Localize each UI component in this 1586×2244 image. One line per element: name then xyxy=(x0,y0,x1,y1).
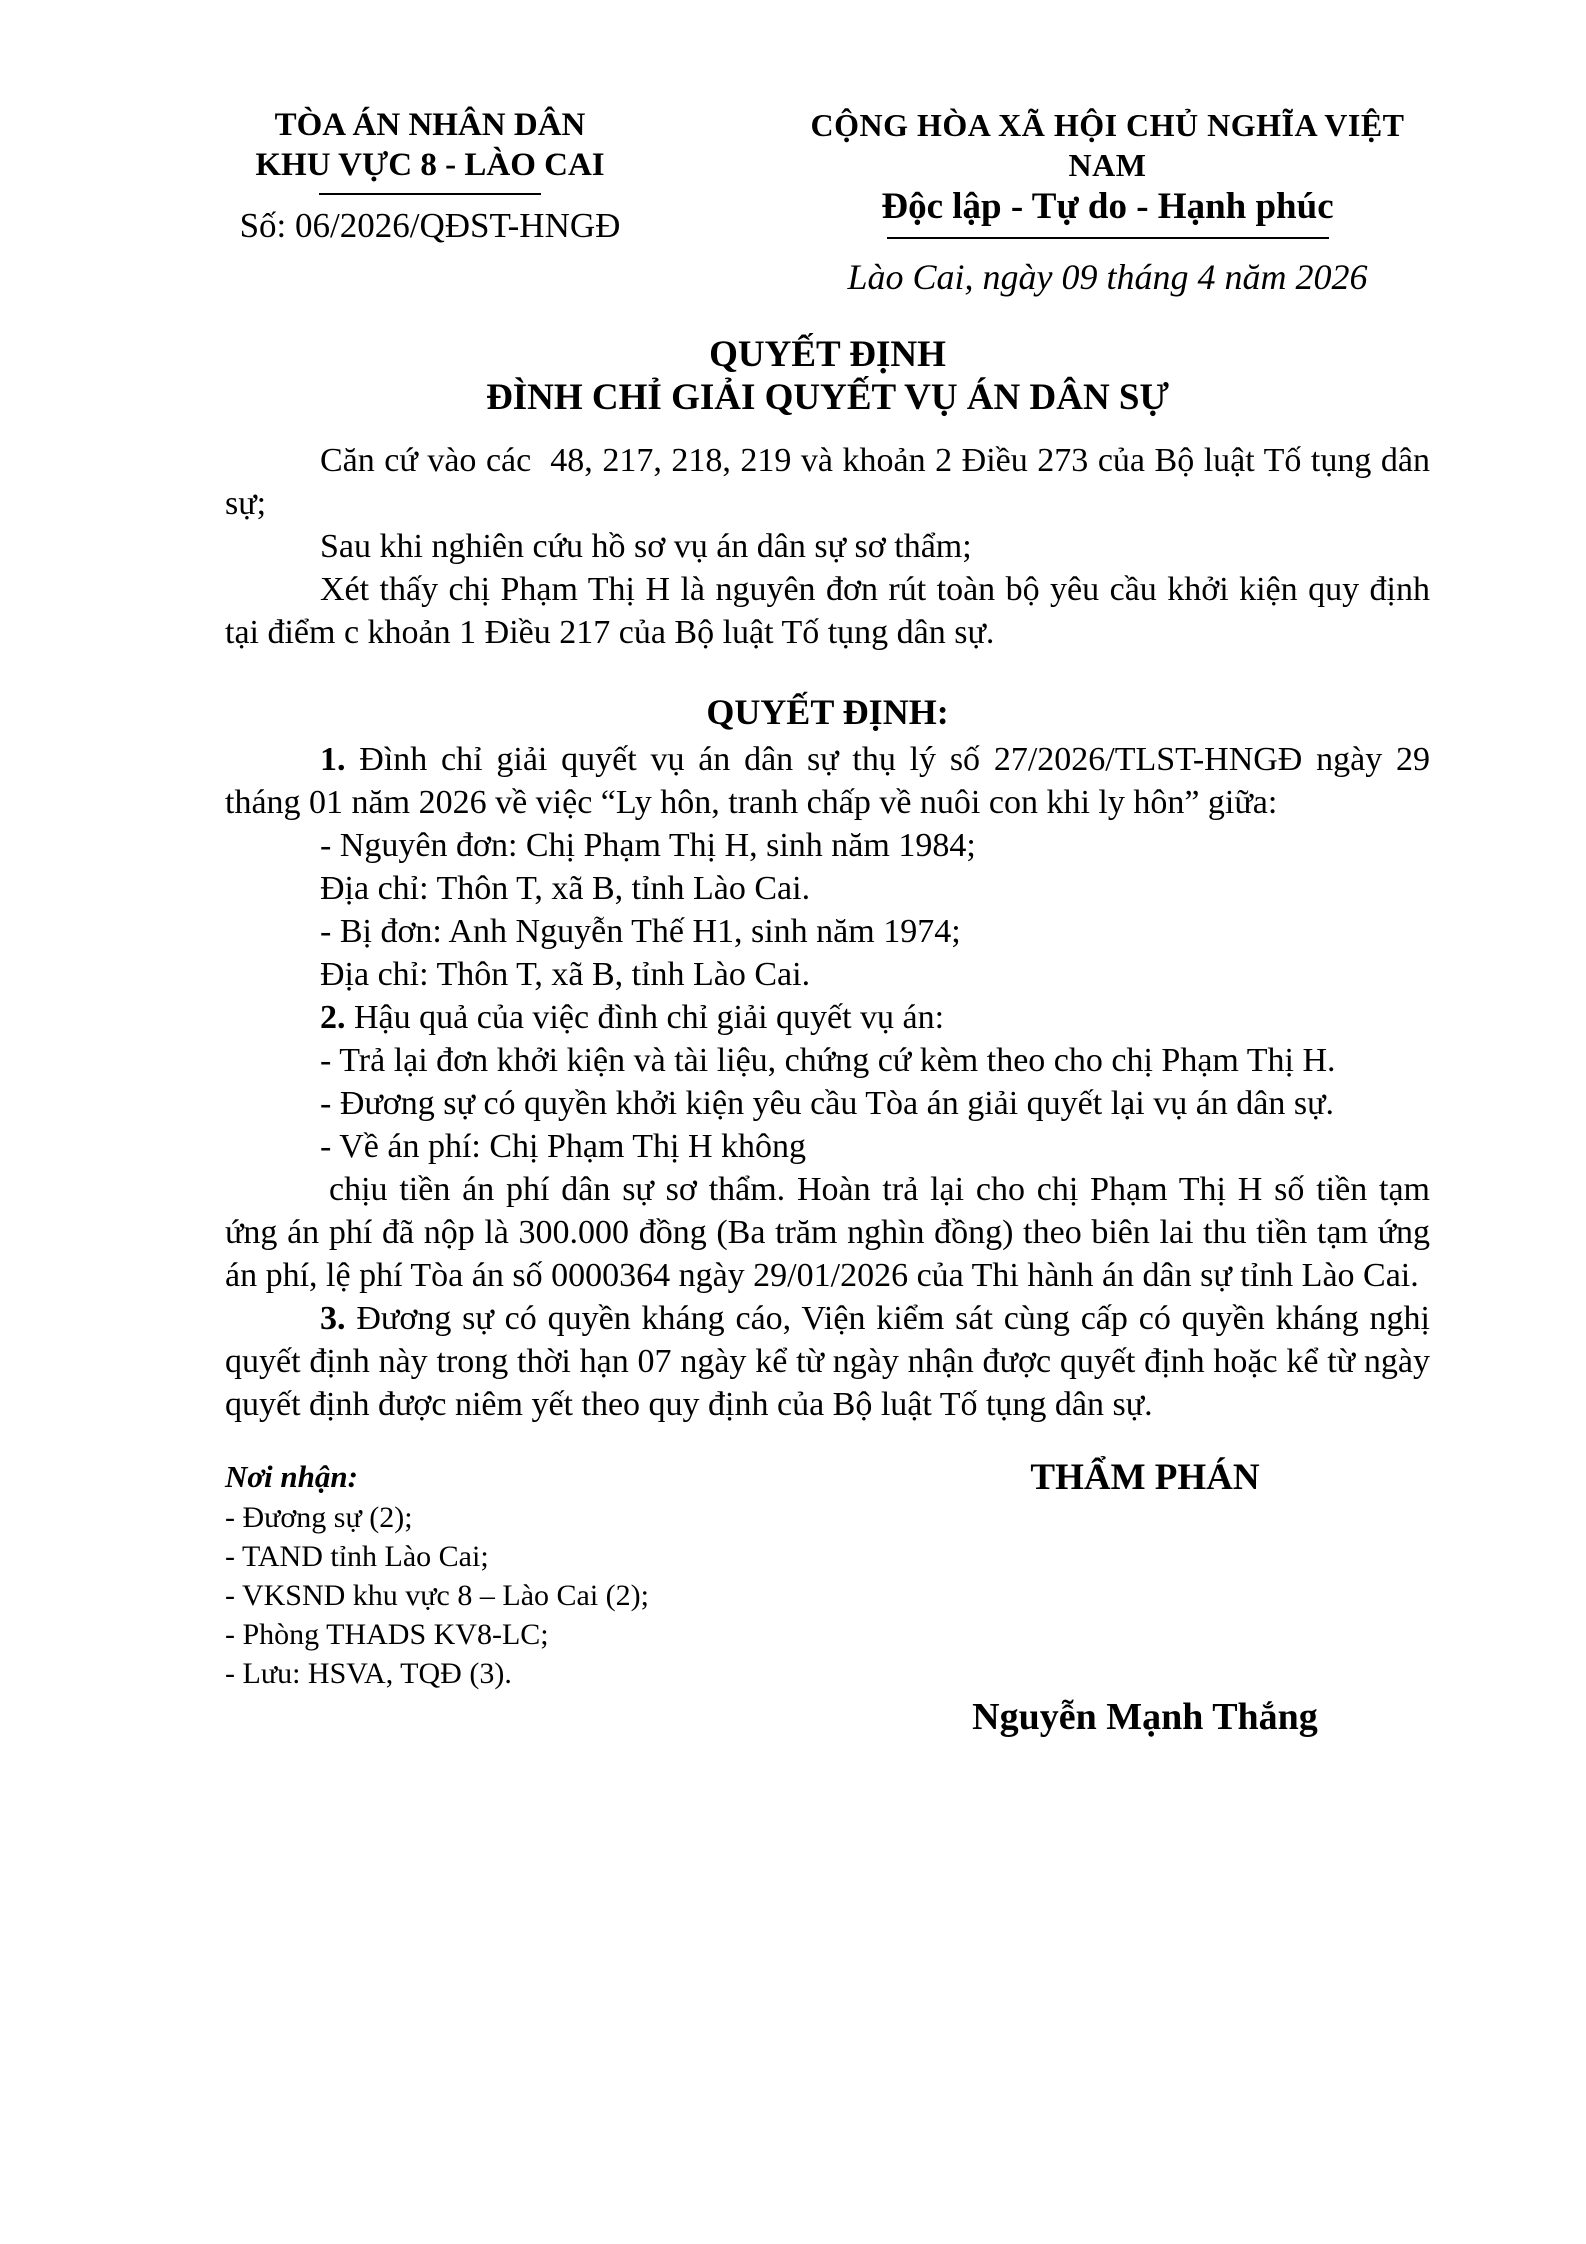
national-motto: Độc lập - Tự do - Hạnh phúc xyxy=(881,186,1334,227)
article-3-paragraph xyxy=(225,1297,1430,1426)
defendant-line: - Bị đơn: Anh Nguyễn Thế H1, sinh năm 1974; xyxy=(320,913,961,950)
court-header-divider xyxy=(319,193,541,195)
defendant-address-line: Địa chỉ: Thôn T, xã B, tỉnh Lào Cai. xyxy=(320,956,811,993)
recipients-label: Nơi nhận: xyxy=(225,1459,358,1494)
place-date-line: Lào Cai, ngày 09 tháng 4 năm 2026 xyxy=(847,257,1368,297)
consequence-line: - Trả lại đơn khởi kiện và tài liệu, chứng cứ kèm theo cho chị Phạm Thị H. xyxy=(320,1042,1336,1079)
article-1-text: Đình chỉ giải quyết vụ án dân sự thụ lý số 27/2026/TLST-HNGĐ ngày 29 tháng 01 năm 2026 về việc “Ly hôn, tranh chấp về nuôi con khi ly hôn” giữa: xyxy=(225,741,1431,821)
consequence-line: - Về án phí: Chị Phạm Thị H không xyxy=(320,1128,807,1165)
signature-name: Nguyễn Mạnh Thắng xyxy=(972,1696,1318,1738)
document-title: QUYẾT ĐỊNH xyxy=(709,334,946,375)
recipient-line: - Đương sự (2); xyxy=(225,1501,413,1534)
article-1-paragraph xyxy=(225,738,1430,824)
national-header-block xyxy=(770,105,1445,299)
recipient-line: - VKSND khu vực 8 – Lào Cai (2); xyxy=(225,1579,649,1612)
issuing-court-block xyxy=(170,105,690,299)
document-footer xyxy=(0,1426,1586,1740)
preamble-paragraph: Căn cứ vào các 48, 217, 218, 219 và khoản 2 Điều 273 của Bộ luật Tố tụng dân sự; xyxy=(225,442,1430,522)
document-header xyxy=(0,0,1586,299)
signature-block xyxy=(860,1456,1430,1740)
signature-title: THẨM PHÁN xyxy=(1030,1457,1260,1498)
consequence-line: - Đương sự có quyền khởi kiện yêu cầu Tòa án giải quyết lại vụ án dân sự. xyxy=(320,1085,1335,1122)
national-title: CỘNG HÒA XÃ HỘI CHỦ NGHĨA VIỆT NAM xyxy=(810,107,1405,183)
article-1-number: 1. xyxy=(320,741,346,778)
article-3-text: Đương sự có quyền kháng cáo, Viện kiểm sát cùng cấp có quyền kháng nghị quyết định này trong thời hạn 07 ngày kể từ ngày nhận được quyết định hoặc kể từ ngày quyết định được niêm yết theo quy định của Bộ luật Tố tụng dân sự. xyxy=(225,1300,1430,1423)
recipient-line: - Phòng THADS KV8-LC; xyxy=(225,1618,549,1651)
article-3-number: 3. xyxy=(320,1300,346,1337)
article-2-number: 2. xyxy=(320,999,346,1036)
decision-section-heading: QUYẾT ĐỊNH: xyxy=(706,692,949,732)
court-name-line2: KHU VỰC 8 - LÀO CAI xyxy=(255,147,605,183)
motto-divider xyxy=(887,237,1329,239)
plaintiff-line: - Nguyên đơn: Chị Phạm Thị H, sinh năm 1984; xyxy=(320,827,976,864)
article-2-paragraph xyxy=(225,996,1430,1039)
recipients-block xyxy=(225,1456,860,1740)
recipient-line: - Lưu: HSVA, TQĐ (3). xyxy=(225,1657,512,1690)
document-body xyxy=(0,439,1586,1426)
preamble-paragraph: Xét thấy chị Phạm Thị H là nguyên đơn rút toàn bộ yêu cầu khởi kiện quy định tại điểm c khoản 1 Điều 217 của Bộ luật Tố tụng dân sự. xyxy=(225,571,1430,651)
court-name-line1: TÒA ÁN NHÂN DÂN xyxy=(274,107,586,143)
article-2-text: Hậu quả của việc đình chỉ giải quyết vụ án: xyxy=(354,999,945,1036)
preamble-paragraph: Sau khi nghiên cứu hồ sơ vụ án dân sự sơ thẩm; xyxy=(320,528,972,565)
consequence-fee-paragraph: chịu tiền án phí dân sự sơ thẩm. Hoàn trả lại cho chị Phạm Thị H số tiền tạm ứng án phí đã nộp là 300.000 đồng (Ba trăm nghìn đồng) theo biên lai thu tiền tạm ứng án phí, lệ phí Tòa án số 0000364 ngày 29/01/2026 của Thi hành án dân sự tỉnh Lào Cai. xyxy=(225,1171,1430,1294)
document-subtitle: ĐÌNH CHỈ GIẢI QUYẾT VỤ ÁN DÂN SỰ xyxy=(486,377,1169,418)
plaintiff-address-line: Địa chỉ: Thôn T, xã B, tỉnh Lào Cai. xyxy=(320,870,811,907)
recipient-line: - TAND tỉnh Lào Cai; xyxy=(225,1540,489,1573)
document-title-block xyxy=(0,333,1586,419)
document-number: Số: 06/2026/QĐST-HNGĐ xyxy=(239,206,621,245)
